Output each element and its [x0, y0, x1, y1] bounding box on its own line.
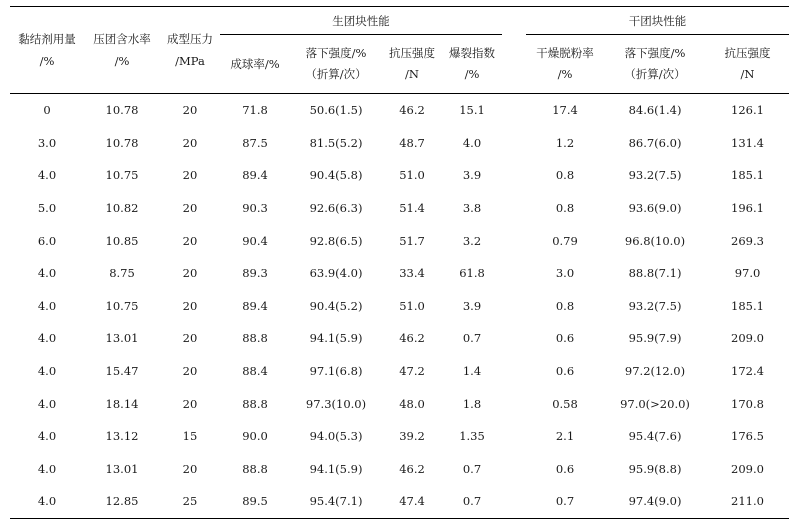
cell-binder: 4.0	[37, 331, 57, 346]
header-binder-line1: 黏结剂用量	[18, 32, 76, 46]
cell-dry-drop: 96.8(10.0)	[624, 233, 686, 248]
header-dry-drop-line1: 落下强度/%	[624, 46, 686, 60]
cell-green-crush: 33.4	[399, 266, 425, 281]
cell-dry-crush: 170.8	[731, 396, 764, 411]
cell-dry-crush: 131.4	[731, 135, 764, 150]
cell-dry-crush: 176.5	[731, 429, 764, 444]
cell-green-yield: 90.3	[242, 201, 268, 216]
table-body	[10, 94, 789, 519]
cell-green-yield: 88.8	[242, 396, 268, 411]
cell-gap	[502, 453, 526, 486]
cell-green-burst: 1.35	[459, 429, 485, 444]
cell-green-crush: 47.2	[399, 364, 425, 379]
cell-pressure: 20	[182, 103, 198, 118]
header-pressure-line2: /MPa	[175, 54, 205, 68]
cell-pressure: 20	[182, 135, 198, 150]
header-green-crush-line1: 抗压强度	[389, 46, 435, 60]
cell-green-drop: 92.8(6.5)	[309, 233, 363, 248]
cell-binder: 5.0	[37, 201, 57, 216]
cell-green-drop: 63.9(4.0)	[309, 266, 363, 281]
cell-dry-drop: 97.4(9.0)	[604, 485, 706, 518]
cell-dry-crush: 126.1	[731, 103, 764, 118]
cell-green-crush: 46.2	[399, 103, 425, 118]
cell-binder: 4.0	[37, 364, 57, 379]
cell-binder: 0	[43, 103, 51, 118]
cell-dry-drop: 95.9(7.9)	[628, 331, 682, 346]
cell-pressure: 20	[182, 201, 198, 216]
table-row	[10, 159, 789, 192]
cell-moisture: 8.75	[109, 266, 135, 281]
header-moisture	[84, 7, 160, 94]
cell-dry-powder: 0.6	[555, 364, 575, 379]
cell-green-burst: 61.8	[459, 266, 485, 281]
cell-binder: 4.0	[37, 168, 57, 183]
cell-green-crush: 51.4	[399, 201, 425, 216]
cell-moisture: 10.78	[105, 103, 139, 118]
cell-green-yield: 89.4	[242, 298, 268, 313]
cell-dry-powder: 0.79	[552, 233, 578, 248]
cell-dry-drop: 97.0(>20.0)	[620, 396, 690, 411]
cell-gap	[502, 224, 526, 257]
cell-gap	[502, 192, 526, 225]
cell-binder: 4.0	[10, 485, 84, 518]
header-dry-crush	[706, 35, 789, 94]
cell-gap	[502, 290, 526, 323]
table-row	[10, 485, 789, 518]
cell-green-burst: 3.9	[462, 298, 482, 313]
cell-dry-powder: 0.7	[526, 485, 604, 518]
cell-dry-powder: 1.2	[555, 135, 575, 150]
cell-green-burst: 3.9	[462, 168, 482, 183]
cell-pressure: 20	[182, 396, 198, 411]
cell-green-yield: 89.3	[242, 266, 268, 281]
cell-green-drop: 90.4(5.2)	[309, 298, 363, 313]
cell-moisture: 10.82	[105, 201, 139, 216]
cell-moisture: 10.75	[105, 298, 139, 313]
cell-pressure: 20	[182, 233, 198, 248]
cell-green-yield: 89.4	[242, 168, 268, 183]
header-group-gap	[502, 7, 526, 35]
cell-gap	[502, 420, 526, 453]
cell-green-crush: 51.7	[399, 233, 425, 248]
header-green-burst	[442, 35, 502, 94]
cell-pressure: 20	[182, 168, 198, 183]
header-green-crush	[382, 35, 442, 94]
cell-dry-powder: 0.8	[555, 168, 575, 183]
cell-dry-crush: 209.0	[731, 331, 764, 346]
cell-pressure: 20	[182, 331, 198, 346]
cell-green-burst: 1.4	[462, 364, 482, 379]
cell-gap	[502, 257, 526, 290]
cell-dry-drop: 88.8(7.1)	[628, 266, 682, 281]
cell-moisture: 15.47	[105, 364, 139, 379]
cell-green-drop: 81.5(5.2)	[309, 135, 363, 150]
cell-moisture: 18.14	[105, 396, 139, 411]
header-dry-powder-line1: 干燥脱粉率	[536, 46, 594, 60]
cell-binder: 6.0	[37, 233, 57, 248]
cell-dry-powder: 3.0	[555, 266, 575, 281]
cell-green-yield: 88.4	[242, 364, 268, 379]
cell-green-yield: 71.8	[242, 103, 268, 118]
header-moisture-line1: 压团含水率	[93, 32, 151, 46]
data-table	[10, 6, 789, 519]
cell-dry-powder: 17.4	[552, 103, 578, 118]
cell-green-burst: 0.7	[442, 485, 502, 518]
cell-dry-powder: 0.8	[555, 201, 575, 216]
cell-green-drop: 90.4(5.8)	[309, 168, 363, 183]
cell-green-drop: 94.1(5.9)	[309, 331, 363, 346]
cell-moisture: 10.78	[105, 135, 139, 150]
cell-green-drop: 97.3(10.0)	[305, 396, 367, 411]
cell-dry-powder: 2.1	[555, 429, 575, 444]
header-dry-drop	[604, 35, 706, 94]
cell-dry-drop: 93.2(7.5)	[628, 168, 682, 183]
cell-gap	[502, 94, 526, 127]
cell-moisture: 10.85	[105, 233, 139, 248]
cell-green-crush: 51.0	[399, 298, 425, 313]
cell-green-burst: 4.0	[462, 135, 482, 150]
cell-dry-drop: 86.7(6.0)	[628, 135, 682, 150]
cell-dry-crush: 269.3	[731, 233, 764, 248]
cell-green-yield: 88.8	[242, 331, 268, 346]
cell-pressure: 25	[160, 485, 220, 518]
table-row	[10, 257, 789, 290]
header-gap-cell	[502, 35, 526, 94]
cell-pressure: 15	[182, 429, 198, 444]
table-row	[10, 453, 789, 486]
cell-gap	[502, 485, 526, 518]
cell-dry-powder: 0.6	[555, 461, 575, 476]
cell-dry-drop: 93.6(9.0)	[628, 201, 682, 216]
header-green-group: 生团块性能	[220, 7, 502, 35]
cell-green-burst: 0.7	[462, 331, 482, 346]
header-dry-group: 干团块性能	[526, 7, 789, 35]
header-dry-crush-line1: 抗压强度	[724, 46, 771, 60]
cell-moisture: 13.12	[105, 429, 139, 444]
cell-green-burst: 3.2	[462, 233, 482, 248]
cell-binder: 4.0	[37, 266, 57, 281]
cell-dry-crush: 97.0	[734, 266, 761, 281]
header-pressure	[160, 7, 220, 94]
cell-dry-powder: 0.6	[555, 331, 575, 346]
cell-dry-crush: 185.1	[731, 298, 764, 313]
cell-green-drop: 50.6(1.5)	[309, 103, 363, 118]
cell-green-crush: 46.2	[399, 331, 425, 346]
header-binder	[10, 7, 84, 94]
table-row	[10, 94, 789, 127]
cell-green-crush: 48.0	[399, 396, 425, 411]
cell-dry-drop: 97.2(12.0)	[624, 364, 686, 379]
cell-moisture: 13.01	[105, 331, 139, 346]
cell-dry-crush: 196.1	[731, 201, 764, 216]
header-green-drop-line1: 落下强度/%	[305, 46, 367, 60]
cell-pressure: 20	[182, 298, 198, 313]
header-green-burst-line2: /%	[464, 67, 480, 81]
cell-green-crush: 46.2	[399, 461, 425, 476]
cell-dry-crush: 211.0	[706, 485, 789, 518]
cell-green-burst: 0.7	[462, 461, 482, 476]
header-pressure-line1: 成型压力	[167, 32, 213, 46]
cell-green-yield: 88.8	[242, 461, 268, 476]
cell-dry-drop: 93.2(7.5)	[628, 298, 682, 313]
header-dry-powder-line2: /%	[557, 67, 573, 81]
cell-gap	[502, 127, 526, 160]
cell-green-drop: 92.6(6.3)	[309, 201, 363, 216]
cell-dry-powder: 0.8	[555, 298, 575, 313]
cell-dry-powder: 0.58	[552, 396, 578, 411]
cell-pressure: 20	[182, 461, 198, 476]
header-moisture-line2: /%	[114, 54, 130, 68]
cell-green-crush: 39.2	[399, 429, 425, 444]
cell-binder: 4.0	[37, 396, 57, 411]
cell-green-drop: 94.1(5.9)	[309, 461, 363, 476]
cell-dry-drop: 95.9(8.8)	[628, 461, 682, 476]
cell-moisture: 12.85	[84, 485, 160, 518]
cell-dry-crush: 185.1	[731, 168, 764, 183]
cell-green-drop: 95.4(7.1)	[290, 485, 382, 518]
table-row	[10, 420, 789, 453]
cell-binder: 4.0	[37, 429, 57, 444]
table-row	[10, 355, 789, 388]
header-green-drop	[290, 35, 382, 94]
table-row	[10, 224, 789, 257]
header-green-burst-line1: 爆裂指数	[449, 46, 495, 60]
header-green-crush-line2: /N	[405, 67, 419, 81]
cell-green-yield: 90.4	[242, 233, 268, 248]
cell-green-yield: 87.5	[242, 135, 268, 150]
cell-green-burst: 3.8	[462, 201, 482, 216]
cell-moisture: 10.75	[105, 168, 139, 183]
cell-green-crush: 51.0	[399, 168, 425, 183]
cell-moisture: 13.01	[105, 461, 139, 476]
cell-green-drop: 94.0(5.3)	[309, 429, 363, 444]
cell-binder: 3.0	[37, 135, 57, 150]
header-green-drop-line2: （折算/次）	[305, 67, 367, 81]
header-green-yield: 成球率/%	[220, 35, 290, 94]
cell-green-burst: 1.8	[462, 396, 482, 411]
cell-green-burst: 15.1	[459, 103, 485, 118]
cell-dry-crush: 209.0	[731, 461, 764, 476]
table-row	[10, 290, 789, 323]
table-row	[10, 387, 789, 420]
table-row	[10, 127, 789, 160]
header-dry-powder	[526, 35, 604, 94]
cell-binder: 4.0	[37, 461, 57, 476]
cell-gap	[502, 387, 526, 420]
table-header	[10, 7, 789, 94]
table-row	[10, 192, 789, 225]
cell-green-yield: 89.5	[220, 485, 290, 518]
cell-gap	[502, 355, 526, 388]
cell-gap	[502, 322, 526, 355]
header-dry-crush-line2: /N	[740, 67, 755, 81]
cell-green-crush: 48.7	[399, 135, 425, 150]
cell-pressure: 20	[182, 364, 198, 379]
cell-green-crush: 47.4	[382, 485, 442, 518]
table-row	[10, 322, 789, 355]
header-binder-line2: /%	[39, 54, 55, 68]
cell-green-yield: 90.0	[242, 429, 268, 444]
cell-binder: 4.0	[37, 298, 57, 313]
cell-dry-drop: 95.4(7.6)	[628, 429, 682, 444]
cell-dry-crush: 172.4	[731, 364, 764, 379]
cell-green-drop: 97.1(6.8)	[309, 364, 363, 379]
cell-dry-drop: 84.6(1.4)	[628, 103, 682, 118]
cell-pressure: 20	[182, 266, 198, 281]
cell-gap	[502, 159, 526, 192]
header-dry-drop-line2: （折算/次）	[624, 67, 686, 81]
